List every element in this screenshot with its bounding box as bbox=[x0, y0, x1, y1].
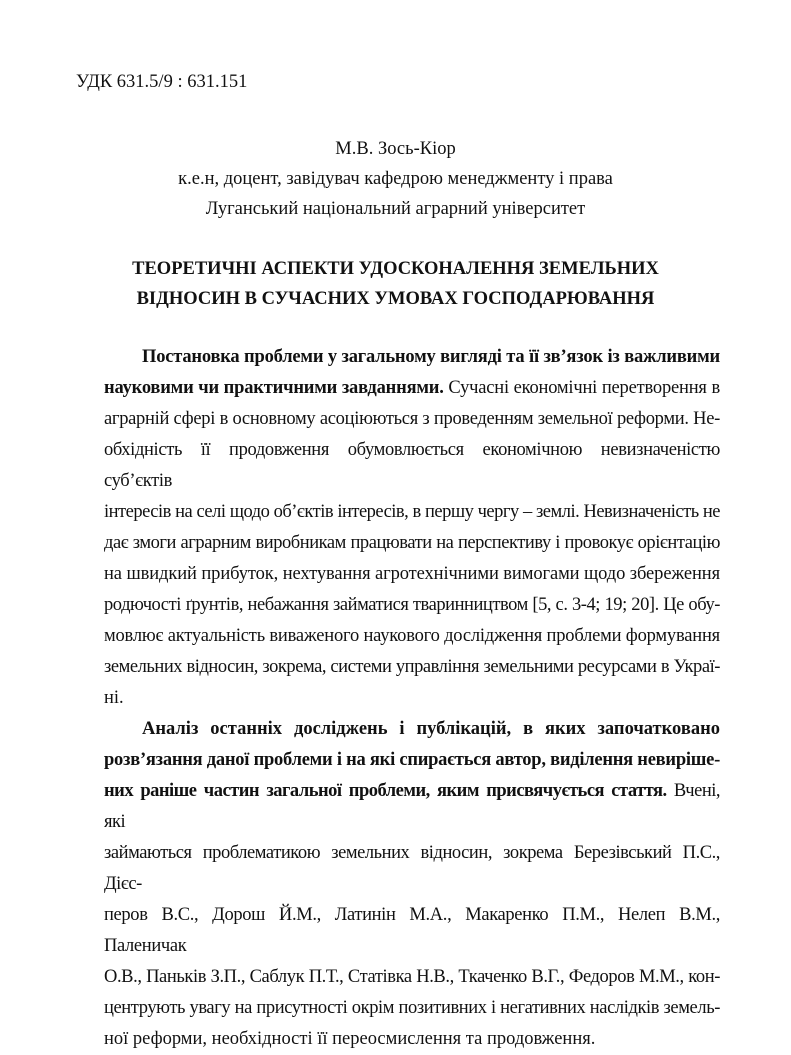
author-position: к.е.н, доцент, завідувач кафедрою менеджменту і права bbox=[178, 169, 613, 189]
paragraph-literature-review bbox=[104, 714, 720, 1055]
heading-text: науковими чи практичними завданнями. bbox=[104, 378, 444, 398]
body-line: ної реформи, необхідності її переосмислення та продовження. bbox=[104, 1029, 596, 1049]
body-text: Вчені, які bbox=[104, 781, 720, 832]
title-line-2: ВІДНОСИН В СУЧАСНИХ УМОВАХ ГОСПОДАРЮВАННЯ bbox=[136, 288, 655, 309]
body-line bbox=[104, 342, 720, 373]
body-line: мовлює актуальність виваженого наукового дослідження проблеми формування bbox=[104, 626, 720, 646]
udk-code: УДК 631.5/9 : 631.151 bbox=[76, 72, 248, 92]
body-line: перов В.С., Дорош Й.М., Латинін М.А., Макаренко П.М., Нелеп В.М., Паленичак bbox=[104, 905, 720, 956]
body-line: ні. bbox=[104, 688, 124, 708]
body-line: аграрній сфері в основному асоціюються з проведенням земельної реформи. Не- bbox=[104, 409, 720, 429]
body-line bbox=[104, 745, 720, 776]
body-line: земельних відносин, зокрема, системи управління земельними ресурсами в Украї- bbox=[104, 657, 720, 677]
body-line bbox=[104, 776, 720, 838]
heading-text: Аналіз останніх досліджень і публікацій, в яких започатковано bbox=[142, 719, 720, 739]
paragraph-problem-statement bbox=[104, 342, 720, 714]
body-line: займаються проблематикою земельних відносин, зокрема Березівський П.С., Дієс- bbox=[104, 843, 720, 894]
title-line-1: ТЕОРЕТИЧНІ АСПЕКТИ УДОСКОНАЛЕННЯ ЗЕМЕЛЬНИХ bbox=[132, 259, 659, 279]
body-line bbox=[104, 714, 720, 745]
body-line: обхідність її продовження обумовлюється економічною невизначеністю суб’єктів bbox=[104, 440, 720, 491]
body-line: родючості ґрунтів, небажання займатися тваринництвом [5, с. 3-4; 19; 20]. Це обу- bbox=[104, 595, 720, 615]
heading-text: них раніше частин загальної проблеми, яким присвячується стаття. bbox=[104, 781, 667, 801]
body-text: Сучасні економічні перетворення в bbox=[443, 378, 720, 398]
author-affiliation: Луганський національний аграрний університет bbox=[205, 199, 586, 219]
article-body bbox=[104, 342, 720, 1055]
body-line: О.В., Паньків З.П., Саблук П.Т., Статівка Н.В., Ткаченко В.Г., Федоров М.М., кон- bbox=[104, 967, 720, 987]
body-line: центрують увагу на присутності окрім позитивних і негативних наслідків земель- bbox=[104, 998, 720, 1018]
body-line bbox=[104, 373, 720, 404]
author-block bbox=[0, 134, 791, 224]
heading-text: Постановка проблеми у загальному вигляді та її зв’язок із важливими bbox=[142, 347, 720, 367]
body-line: інтересів на селі щодо об’єктів інтересів, в першу чергу – землі. Невизначеність не bbox=[104, 502, 720, 522]
body-line: на швидкий прибуток, нехтування агротехнічними вимогами щодо збереження bbox=[104, 564, 720, 584]
author-name: М.В. Зось-Кіор bbox=[335, 139, 456, 159]
body-line: дає змоги аграрним виробникам працювати на перспективу і провокує орієнтацію bbox=[104, 533, 720, 553]
article-title bbox=[0, 255, 791, 314]
heading-text: розв’язання даної проблеми і на які спирається автор, виділення невиріше- bbox=[104, 750, 720, 770]
